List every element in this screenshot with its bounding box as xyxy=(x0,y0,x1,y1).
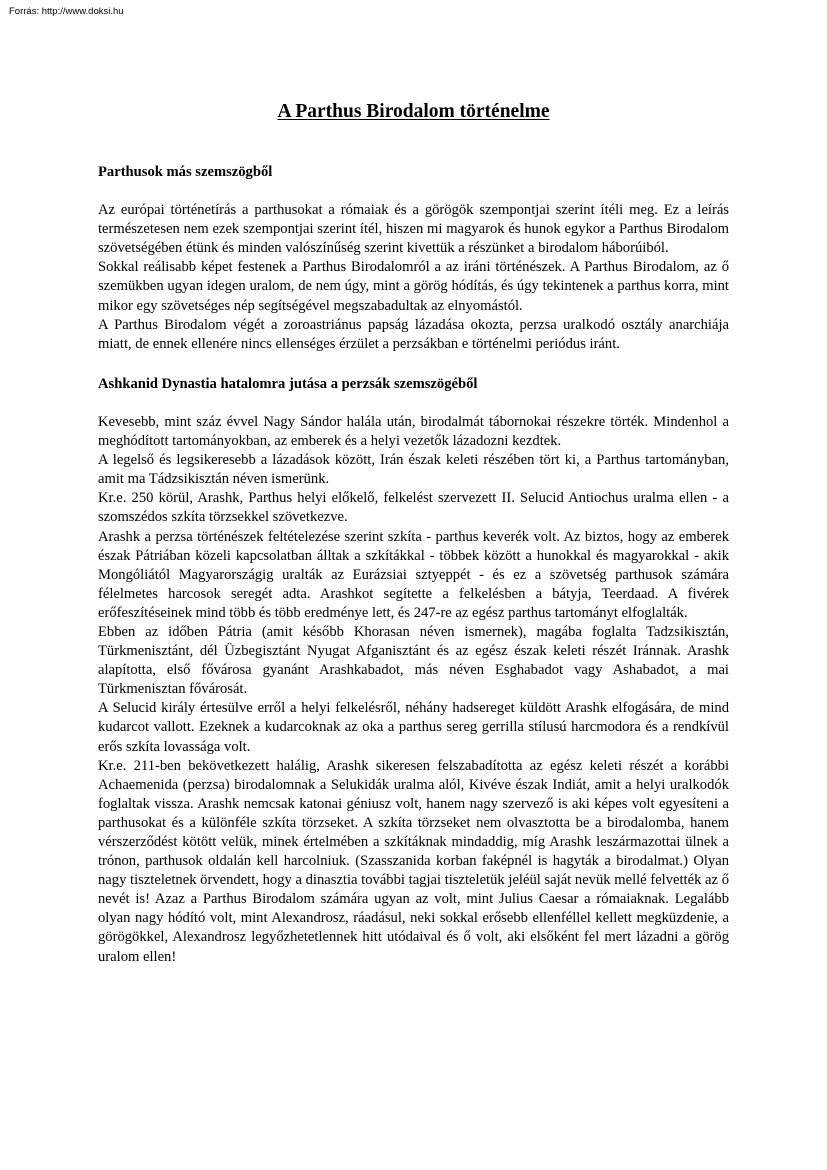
paragraph: Kevesebb, mint száz évvel Nagy Sándor halála után, birodalmát tábornokai részekre törték. Mindenhol a meghódított tartományokban, az emberek és a helyi vezetők lázadozni kezdtek. xyxy=(98,413,729,450)
paragraph: A Selucid király értesülve erről a helyi felkelésről, néhány hadsereget küldött Arashk elfogására, de mind kudarcot vallott. Ezeknek a kudarcoknak az oka a parthus sereg gerrilla stílusú harcmodora és a rendkívül erős szkíta lovassága volt. xyxy=(98,700,729,755)
paragraph: A legelső és legsikeresebb a lázadások között, Irán észak keleti részében tört ki, a Parthus tartományban, amit ma Tádzsikisztán néven ismerünk. xyxy=(98,452,729,488)
section-heading: Ashkanid Dynastia hatalomra jutása a perzsák szemszögéből xyxy=(98,375,478,392)
document-title: A Parthus Birodalom történelme xyxy=(277,101,550,122)
paragraph: Kr.e. 211-ben bekövetkezett halálig, Arashk sikeresen felszabadította az egész keleti részét a korábbi Achaemenida (perzsa) birodalomnak a Selukidák uralma alól, Kivéve észak Indiát, amit a helyi uralkodók foglaltak vissza. Arashk nemcsak katonai géniusz volt, hanem nagy szervező is aki képes volt egyesíteni a parthusokat és a különféle szkíta törzseket. A szkíta törzseket nem olvasztotta be a birodalomba, hanem vérszerződést kötött velük, minek értelmében a szkítáknak mindaddig, míg Arashk leszármazottai ülnek a trónon, parthusok oldalán kell harcolniuk. (Szasszanida korban faképnél is hagyták a birodalmat.) Olyan nagy tiszteletnek örvendett, hogy a dinasztia további tagjai tiszteletük jeléül saját nevük mellé felvették az ő nevét is! Azaz a Parthus Birodalom számára ugyan az volt, mint Julius Caesar a rómaiaknak. Legalább olyan nagy hódító volt, mint Alexandrosz, ráadásul, neki sokkal erősebb ellenféllel kellett megküzdenie, a görögökkel, Alexandrosz legyőzhetetlennek hitt utódaival és ő volt, aki elsőként fel mert lázadni a görög uralom ellen! xyxy=(98,757,729,965)
document-body xyxy=(98,163,729,967)
paragraph: Ebben az időben Pátria (amit később Khorasan néven ismernek), magába foglalta Tadzsikisztán, Türkmenisztánt, dél Üzbegisztánt Nyugat Afganisztánt és az egész észak keleti részét Iránnak. Arashk alapította, első fővárosa gyanánt Arashkabadot, más néven Esghabadot vagy Ashabadot, a mai Türkmenisztan fővárosát. xyxy=(98,623,729,698)
section-spacer xyxy=(98,354,729,375)
paragraph: Sokkal reálisabb képet festenek a Parthus Birodalomról a az iráni történészek. A Parthus Birodalom, az ő szemükben ugyan idegen uralom, de nem úgy, mint a görög hódítás, és úgy tekintenek a parthus korra, mint mikor egy szövetséges nép segítségével megszabadultak az elnyomástól. xyxy=(98,259,729,314)
source-url: Forrás: http://www.doksi.hu xyxy=(9,6,124,17)
paragraph: Arashk a perzsa történészek feltételezése szerint szkíta - parthus keverék volt. Az biztos, hogy az emberek észak Pátriában közeli kapcsolatban álltak a szkítákkal - többek között a hunokkal és magyarokkal - akik Mongóliától Magyarországig uralták az Eurázsiai sztyeppét - és ez a szövetség parthusok számára félelmetes harcosok seregét adta. Arashkot segítette a felkelésben a bátyja, Teerdaad. A fivérek erőfeszítéseinek mind több és több eredménye lett, és 247-re az egész parthus tartományt elfoglalták. xyxy=(98,528,729,621)
section-heading: Parthusok más szemszögből xyxy=(98,164,273,180)
paragraph: Kr.e. 250 körül, Arashk, Parthus helyi előkelő, felkelést szervezett II. Selucid Antiochus uralma ellen - a szomszédos szkíta törzsekkel szövetkezve. xyxy=(98,490,729,526)
paragraph: Az európai történetírás a parthusokat a rómaiak és a görögök szempontjai szerint ítéli meg. Ez a leírás természetesen nem ezek szempontjai szerint ítél, hiszen mi magyarok és hunok egykor a Parthus Birodalom szövetségében étünk és minden valószínűség szerint kivettük a részünket a birodalom háborúiból. xyxy=(98,202,729,257)
paragraph: A Parthus Birodalom végét a zoroastriánus papság lázadása okozta, perzsa uralkodó osztály anarchiája miatt, de ennek ellenére nincs ellenséges érzület a perzsákban e történelmi periódus iránt. xyxy=(98,316,729,352)
